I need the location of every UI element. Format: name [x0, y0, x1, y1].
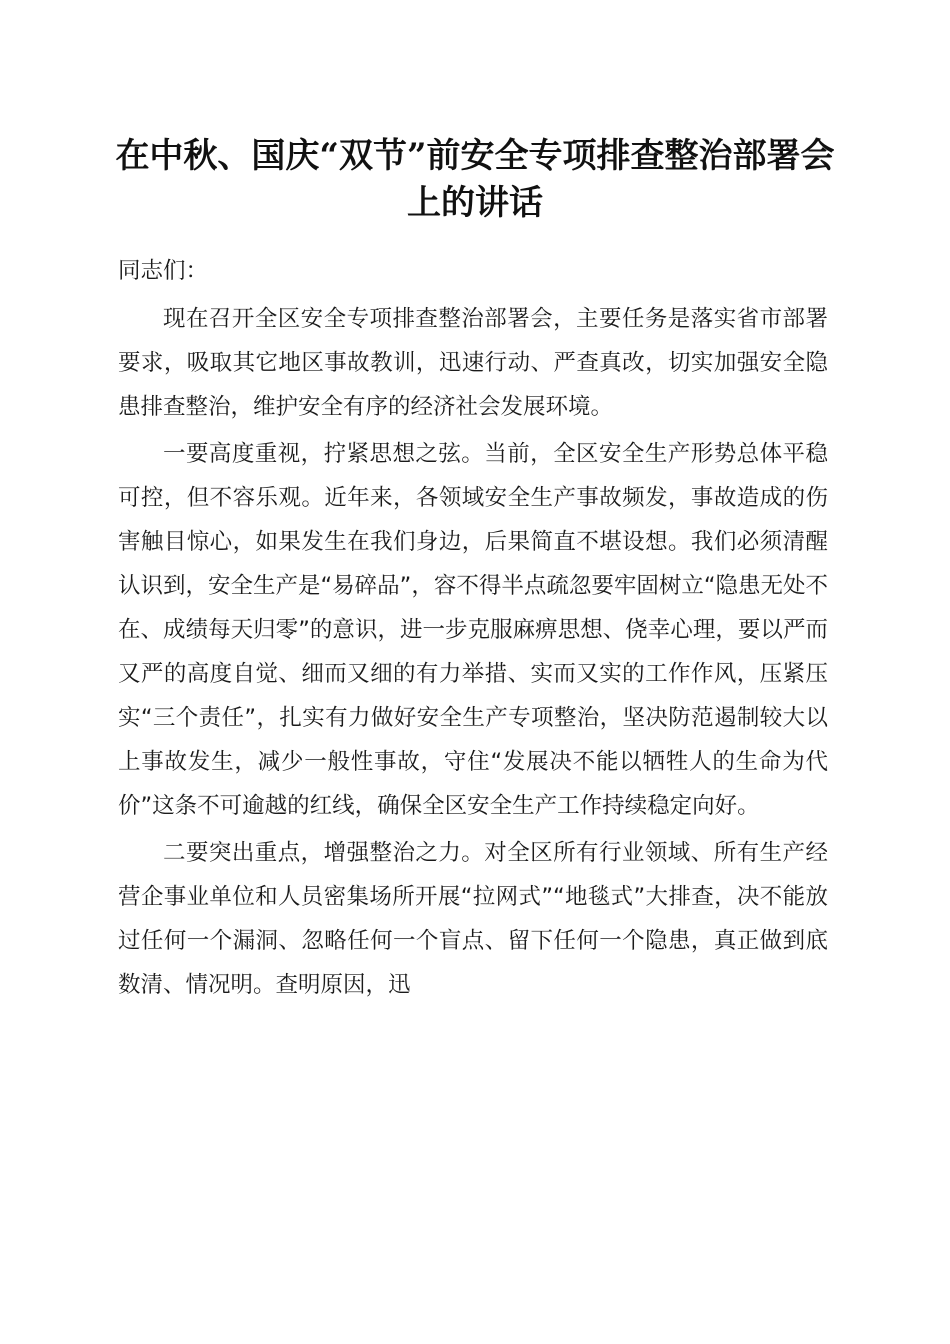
paragraph-point-one: 一要高度重视，拧紧思想之弦。当前，全区安全生产形势总体平稳可控，但不容乐观。近年来，各领域安全生产事故频发，事故造成的伤害触目惊心，如果发生在我们身边，后果简直不堪设想。我们必须清醒认识到，安全生产是“易碎品”，容不得半点疏忽要牢固树立“隐患无处不在、成绩每天归零”的意识，进一步克服麻痹思想、侥幸心理，要以严而又严的高度自觉、细而又细的有力举措、实而又实的工作作风，压紧压实“三个责任”，扎实有力做好安全生产专项整治，坚决防范遏制较大以上事故发生，减少一般性事故，守住“发展决不能以牺牲人的生命为代价”这条不可逾越的红线，确保全区安全生产工作持续稳定向好。: [118, 441, 828, 819]
document-title: 在中秋、国庆“双节”前安全专项排查整治部署会上的讲话: [115, 136, 835, 223]
paragraph-point-two: 二要突出重点，增强整治之力。对全区所有行业领域、所有生产经营企事业单位和人员密集场所开展“拉网式”“地毯式”大排查，决不能放过任何一个漏洞、忽略任何一个盲点、留下任何一个隐患，真正做到底数清、情况明。查明原因，迅: [118, 840, 828, 998]
salutation: 同志们：: [118, 258, 209, 284]
document-body: [118, 249, 828, 1010]
paragraph-intro: 现在召开全区安全专项排查整治部署会，主要任务是落实省市部署要求，吸取其它地区事故教训，迅速行动、严查真改，切实加强安全隐患排查整治，维护安全有序的经济社会发展环境。: [118, 306, 828, 420]
